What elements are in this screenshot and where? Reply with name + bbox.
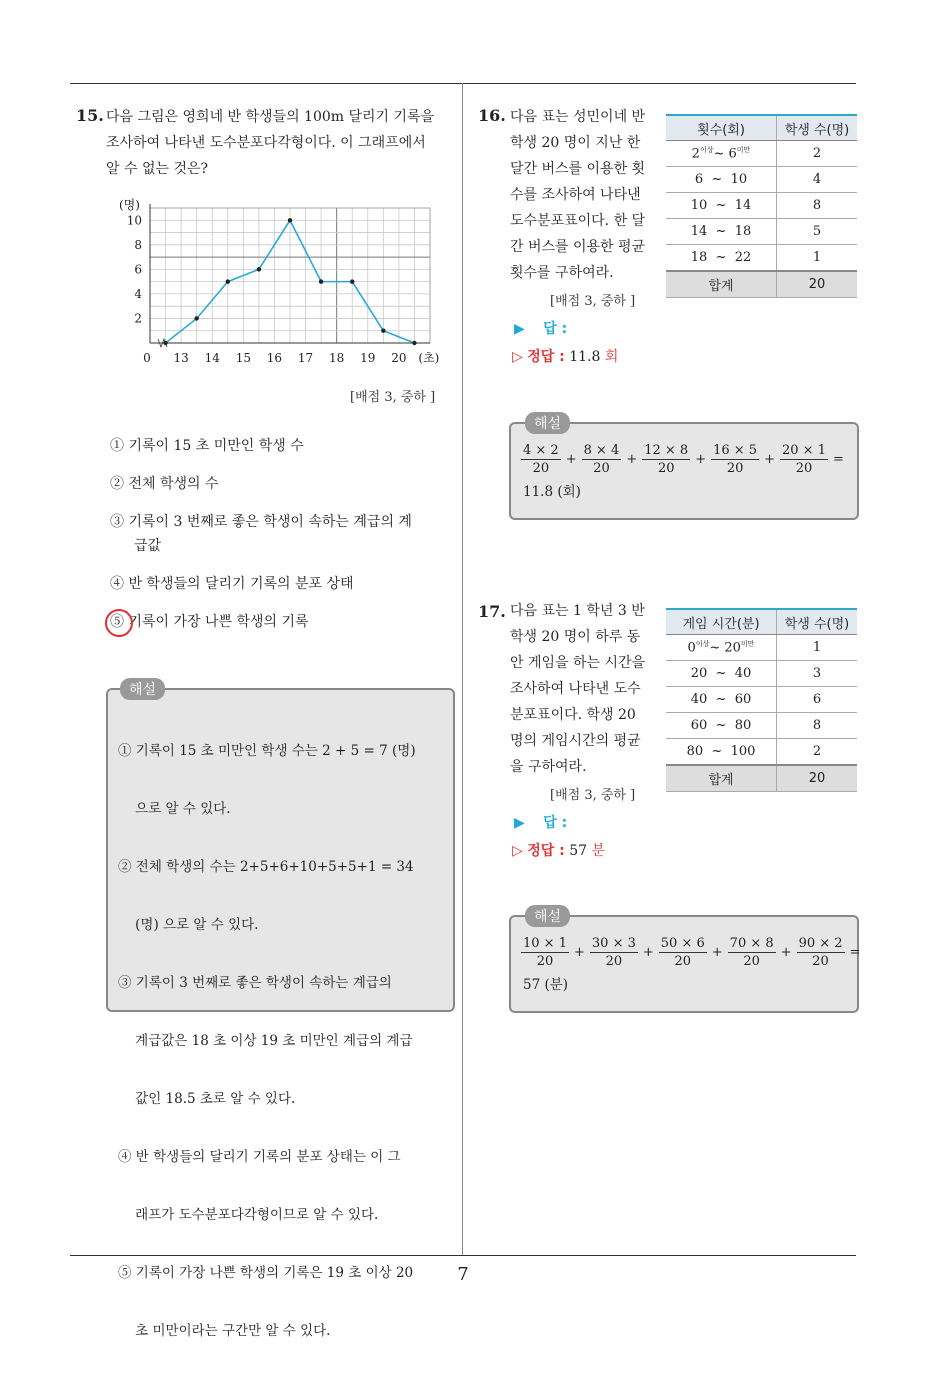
x-tick-label: 16 bbox=[266, 351, 283, 365]
explanation-line: ④ 반 학생들의 달리기 기록의 분포 상태는 이 그 bbox=[118, 1149, 401, 1165]
question-15-line: 알 수 없는 것은? bbox=[106, 161, 209, 177]
option-mark: ⑤ bbox=[110, 614, 124, 630]
table-row bbox=[666, 219, 857, 245]
fraction: $\frac{8 \times 4}{20}$ bbox=[583, 443, 620, 476]
x-tick-label: 19 bbox=[360, 351, 376, 365]
question-16-explanation bbox=[509, 416, 859, 520]
chart-tick-labels bbox=[119, 197, 439, 365]
fraction: $\frac{16 \times 5}{20}$ bbox=[713, 443, 758, 476]
answer-label: 답 : bbox=[543, 815, 568, 831]
question-15-line: 다음 그림은 영희네 반 학생들의 100m 달리기 기록을 bbox=[106, 109, 435, 125]
question-16-line: 횟수를 구하여라. bbox=[510, 265, 614, 281]
question-15-meta: [배점 3, 중하 ] bbox=[350, 390, 436, 405]
data-point bbox=[226, 279, 230, 283]
question-17-correct bbox=[512, 840, 605, 860]
table-cell: 합계 bbox=[666, 765, 777, 792]
option-3-continued: 급값 bbox=[134, 538, 162, 554]
y-tick-label: 8 bbox=[134, 237, 142, 252]
question-17-line: 안 게임을 하는 시간을 bbox=[510, 655, 646, 671]
option-text: 전체 학생의 수 bbox=[128, 476, 219, 492]
question-17-line: 명의 게임시간의 평균 bbox=[510, 733, 641, 749]
option-mark: ① bbox=[110, 438, 124, 454]
question-17-line: 분포표이다. 학생 20 bbox=[510, 707, 636, 723]
table-cell: 40 ~ 60 bbox=[666, 687, 777, 713]
question-17-table bbox=[666, 608, 857, 792]
table-header: 횟수(회) bbox=[666, 115, 777, 141]
answer-circle-mark bbox=[105, 609, 133, 637]
table-cell: 3 bbox=[777, 661, 858, 687]
fraction: $\frac{70 \times 8}{20}$ bbox=[729, 936, 774, 969]
question-16-table bbox=[666, 114, 857, 298]
frequency-polygon-chart bbox=[115, 195, 450, 370]
explanation-line: ③ 기록이 3 번째로 좋은 학생이 속하는 계급의 bbox=[118, 975, 392, 991]
table-row bbox=[666, 245, 857, 272]
option-mark: ② bbox=[110, 476, 124, 492]
triangle-outline-icon: ▷ bbox=[512, 349, 523, 365]
question-17-line: 다음 표는 1 학년 3 반 bbox=[510, 603, 645, 619]
table-cell: 2 bbox=[777, 739, 858, 766]
fraction: $\frac{12 \times 8}{20}$ bbox=[644, 443, 689, 476]
correct-value: 57 bbox=[569, 843, 588, 859]
question-15-options bbox=[110, 434, 460, 634]
x-tick-label: 20 bbox=[391, 351, 407, 365]
table-row bbox=[666, 167, 857, 193]
question-16-line: 간 버스를 이용한 평균 bbox=[510, 239, 646, 255]
table-header: 게임 시간(분) bbox=[666, 609, 777, 635]
question-16-line: 도수분포표이다. 한 달 bbox=[510, 213, 646, 229]
option-mark: ③ bbox=[110, 514, 124, 530]
question-15-text bbox=[106, 104, 462, 182]
question-15-explanation bbox=[106, 682, 455, 1339]
table-row bbox=[666, 687, 857, 713]
x-tick-label: 0 bbox=[143, 351, 151, 365]
table-row bbox=[666, 193, 857, 219]
table-cell: 2 bbox=[777, 141, 858, 167]
explanation-line: ⑤ 기록이 가장 나쁜 학생의 기록은 19 초 이상 20 bbox=[118, 1265, 414, 1281]
explanation-line: 값인 18.5 초로 알 수 있다. bbox=[118, 1091, 296, 1107]
table-row bbox=[666, 141, 857, 167]
question-16-meta: [배점 3, 중하 ] bbox=[550, 294, 636, 309]
option-1[interactable] bbox=[110, 434, 460, 472]
table-header: 학생 수(명) bbox=[777, 609, 858, 635]
data-point bbox=[288, 218, 292, 222]
y-tick-label: 6 bbox=[134, 262, 142, 277]
explanation-tag: 해설 bbox=[120, 678, 165, 700]
top-rule bbox=[70, 83, 856, 84]
explanation-formula: $\frac{4 \times 2}{20}$ + $\frac{8 \times 4}{20}$ + $\frac{12 \times 8}{20}$ + $\frac{16 \times 5}{20}$ + $\frac{20 \times 1}{20}$ = bbox=[523, 443, 844, 476]
x-axis-unit: (초) bbox=[418, 351, 440, 365]
play-arrow-icon: ▶ bbox=[514, 321, 525, 337]
table-cell: $2^{이상}\sim$ $6^{미만}$ bbox=[666, 141, 777, 167]
table-cell: 80 ~ 100 bbox=[666, 739, 777, 766]
question-15-line: 조사하여 나타낸 도수분포다각형이다. 이 그래프에서 bbox=[106, 135, 426, 151]
data-point bbox=[319, 279, 323, 283]
table-cell: 18 ~ 22 bbox=[666, 245, 777, 272]
x-tick-label: 14 bbox=[204, 351, 220, 365]
data-point bbox=[257, 267, 261, 271]
table-cell: 5 bbox=[777, 219, 858, 245]
correct-value: 11.8 bbox=[569, 349, 601, 365]
explanation-line: 초 미만이라는 구간만 알 수 있다. bbox=[118, 1323, 331, 1339]
table-cell: 4 bbox=[777, 167, 858, 193]
page-number: 7 bbox=[457, 1264, 469, 1285]
explanation-tag: 해설 bbox=[525, 412, 570, 434]
option-text: 기록이 15 초 미만인 학생 수 bbox=[128, 438, 304, 454]
table-cell: 10 ~ 14 bbox=[666, 193, 777, 219]
question-16-line: 수를 조사하여 나타낸 bbox=[510, 187, 641, 203]
table-row bbox=[666, 635, 857, 661]
x-tick-label: 15 bbox=[235, 351, 251, 365]
explanation-line: ① 기록이 15 초 미만인 학생 수는 2 + 5 = 7 (명) bbox=[118, 743, 416, 759]
option-mark: ④ bbox=[110, 576, 124, 592]
explanation-line: 계급값은 18 초 이상 19 초 미만인 계급의 계급 bbox=[118, 1033, 413, 1049]
table-header-row bbox=[666, 115, 857, 141]
explanation-result: 57 (분) bbox=[523, 977, 569, 993]
question-number-16: 16. bbox=[478, 106, 506, 125]
table-cell: 8 bbox=[777, 713, 858, 739]
option-2[interactable] bbox=[110, 472, 460, 510]
question-17-line: 조사하여 나타낸 도수 bbox=[510, 681, 641, 697]
question-number-17: 17. bbox=[478, 602, 506, 621]
table-total-row bbox=[666, 271, 857, 298]
option-text: 반 학생들의 달리기 기록의 분포 상태 bbox=[128, 576, 354, 592]
correct-unit: 분 bbox=[591, 843, 606, 859]
question-16-line: 달간 버스를 이용한 횟 bbox=[510, 161, 646, 177]
question-number-15: 15. bbox=[76, 106, 104, 125]
table-cell: 1 bbox=[777, 245, 858, 272]
fraction: $\frac{50 \times 6}{20}$ bbox=[660, 936, 705, 969]
table-cell: 8 bbox=[777, 193, 858, 219]
x-tick-label: 13 bbox=[173, 351, 189, 365]
column-divider bbox=[462, 83, 463, 1255]
triangle-outline-icon: ▷ bbox=[512, 843, 523, 859]
question-16-text bbox=[510, 104, 660, 286]
question-16-answer[interactable] bbox=[514, 318, 567, 338]
data-point bbox=[163, 341, 167, 345]
question-17-meta: [배점 3, 중하 ] bbox=[550, 788, 636, 803]
option-text: 기록이 3 번째로 좋은 학생이 속하는 계급의 계 bbox=[128, 514, 412, 530]
question-17-line: 학생 20 명이 하루 동 bbox=[510, 629, 641, 645]
data-point bbox=[194, 316, 198, 320]
data-point bbox=[381, 329, 385, 333]
answer-label: 답 : bbox=[543, 321, 568, 337]
question-16-line: 학생 20 명이 지난 한 bbox=[510, 135, 641, 151]
fraction: $\frac{4 \times 2}{20}$ bbox=[523, 443, 559, 476]
explanation-line: (명) 으로 알 수 있다. bbox=[118, 917, 259, 933]
explanation-tag: 해설 bbox=[525, 905, 570, 927]
table-cell: 20 bbox=[777, 765, 858, 792]
y-tick-label: 10 bbox=[126, 213, 142, 228]
explanation-formula: $\frac{10 \times 1}{20}$ + $\frac{30 \times 3}{20}$ + $\frac{50 \times 6}{20}$ + $\frac{70 \times 8}{20}$ + $\frac{90 \times 2}{20}$ = bbox=[523, 936, 861, 969]
question-16-correct bbox=[512, 346, 618, 366]
y-tick-label: 2 bbox=[134, 311, 142, 326]
explanation-line: 래프가 도수분포다각형이므로 알 수 있다. bbox=[118, 1207, 379, 1223]
fraction: $\frac{30 \times 3}{20}$ bbox=[591, 936, 636, 969]
table-row bbox=[666, 713, 857, 739]
explanation-result: 11.8 (회) bbox=[523, 484, 581, 500]
table-row bbox=[666, 739, 857, 766]
question-17-answer[interactable] bbox=[514, 812, 567, 832]
question-17-explanation bbox=[509, 909, 861, 1013]
table-cell: 20 bbox=[777, 271, 858, 298]
y-axis-label: (명) bbox=[119, 198, 140, 212]
table-header-row bbox=[666, 609, 857, 635]
y-tick-label: 4 bbox=[134, 286, 142, 301]
fraction: $\frac{10 \times 1}{20}$ bbox=[523, 936, 567, 969]
table-header: 학생 수(명) bbox=[777, 115, 858, 141]
table-cell: 합계 bbox=[666, 271, 777, 298]
table-cell: 1 bbox=[777, 635, 858, 661]
correct-label: 정답 : bbox=[527, 843, 565, 859]
table-cell: 14 ~ 18 bbox=[666, 219, 777, 245]
table-cell: 60 ~ 80 bbox=[666, 713, 777, 739]
explanation-line: 으로 알 수 있다. bbox=[118, 801, 231, 817]
table-cell: 6 ~ 10 bbox=[666, 167, 777, 193]
question-17-line: 을 구하여라. bbox=[510, 759, 587, 775]
option-text: 기록이 가장 나쁜 학생의 기록 bbox=[128, 614, 309, 630]
table-cell: 6 bbox=[777, 687, 858, 713]
table-cell: $0^{이상}\sim$ $20^{미만}$ bbox=[666, 635, 777, 661]
data-point bbox=[412, 341, 416, 345]
question-16-line: 다음 표는 성민이네 반 bbox=[510, 109, 646, 125]
option-4[interactable] bbox=[110, 572, 460, 610]
option-3[interactable] bbox=[110, 510, 460, 534]
explanation-line: ② 전체 학생의 수는 2+5+6+10+5+5+1 = 34 bbox=[118, 859, 414, 875]
question-17-text bbox=[510, 598, 660, 780]
fraction: $\frac{90 \times 2}{20}$ bbox=[798, 936, 843, 969]
data-point bbox=[350, 279, 354, 283]
table-row bbox=[666, 661, 857, 687]
fraction: $\frac{20 \times 1}{20}$ bbox=[782, 443, 826, 476]
option-5[interactable] bbox=[110, 610, 460, 634]
correct-label: 정답 : bbox=[527, 349, 565, 365]
play-arrow-icon: ▶ bbox=[514, 815, 525, 831]
table-total-row bbox=[666, 765, 857, 792]
correct-unit: 회 bbox=[604, 349, 619, 365]
x-tick-label: 17 bbox=[297, 351, 314, 365]
table-cell: 20 ~ 40 bbox=[666, 661, 777, 687]
x-tick-label: 18 bbox=[329, 351, 345, 365]
